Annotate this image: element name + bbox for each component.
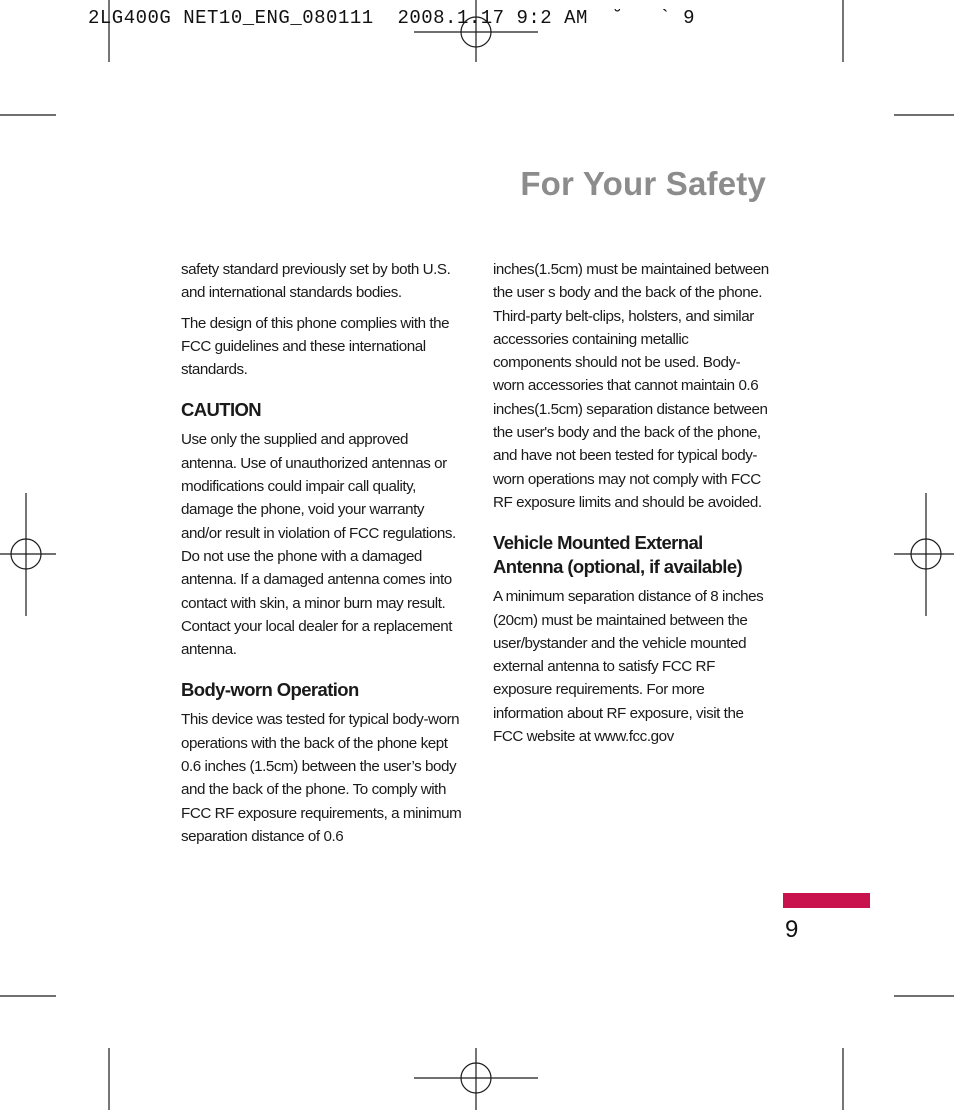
- page-title: For Your Safety: [520, 165, 766, 202]
- caution-paragraph: Use only the supplied and approved antenna. Use of unauthorized antennas or modifications could impair call quality, damage the phone, void your warranty and/or result in violation of FCC regulations. Do not use the phone with a damaged antenna. If a damaged antenna comes into contact with skin, a minor burn may result. Contact your local dealer for a replacement antenna.: [181, 431, 456, 659]
- page-tab-marker: [783, 893, 870, 908]
- body-worn-continued-paragraph: inches(1.5cm) must be maintained between the user s body and the back of the phone. Third-party belt-clips, holsters, and similar accessories containing metallic components should not be used. Body-worn accessories that cannot maintain 0.6 inches(1.5cm) separation distance between the user's body and the back of the phone, and have not been tested for typical body-worn operations may not comply with FCC RF exposure limits and should be avoided.: [493, 261, 769, 511]
- left-column: [181, 258, 463, 855]
- registration-mark-top: [414, 0, 538, 62]
- vehicle-antenna-heading: Vehicle Mounted External Antenna (optional, if available): [493, 532, 743, 578]
- compliance-paragraph: The design of this phone complies with the FCC guidelines and these international standards.: [181, 314, 450, 379]
- vehicle-antenna-paragraph: A minimum separation distance of 8 inches (20cm) must be maintained between the user/bystander and the vehicle mounted external antenna to satisfy FCC RF exposure requirements. For more information about RF exposure, visit the FCC website at www.fcc.gov: [493, 588, 764, 746]
- registration-mark-bottom: [414, 1048, 538, 1110]
- intro-paragraph: safety standard previously set by both U.S. and international standards bodies.: [181, 261, 451, 302]
- body-worn-paragraph: This device was tested for typical body-worn operations with the back of the phone kept 0.6 inches (1.5cm) between the user’s body and the back of the phone. To comply with FCC RF exposure requirements, a minimum separation distance of 0.6: [181, 711, 462, 845]
- page-number: 9: [785, 916, 799, 943]
- registration-mark-right: [894, 493, 954, 616]
- print-slug: 2LG400G NET10_ENG_080111 2008.1.17 9:2 AM ˘ ` 9: [88, 7, 695, 29]
- right-column: [493, 258, 769, 755]
- registration-mark-left: [0, 493, 56, 616]
- body-worn-heading: Body-worn Operation: [181, 679, 359, 701]
- caution-heading: CAUTION: [181, 399, 262, 421]
